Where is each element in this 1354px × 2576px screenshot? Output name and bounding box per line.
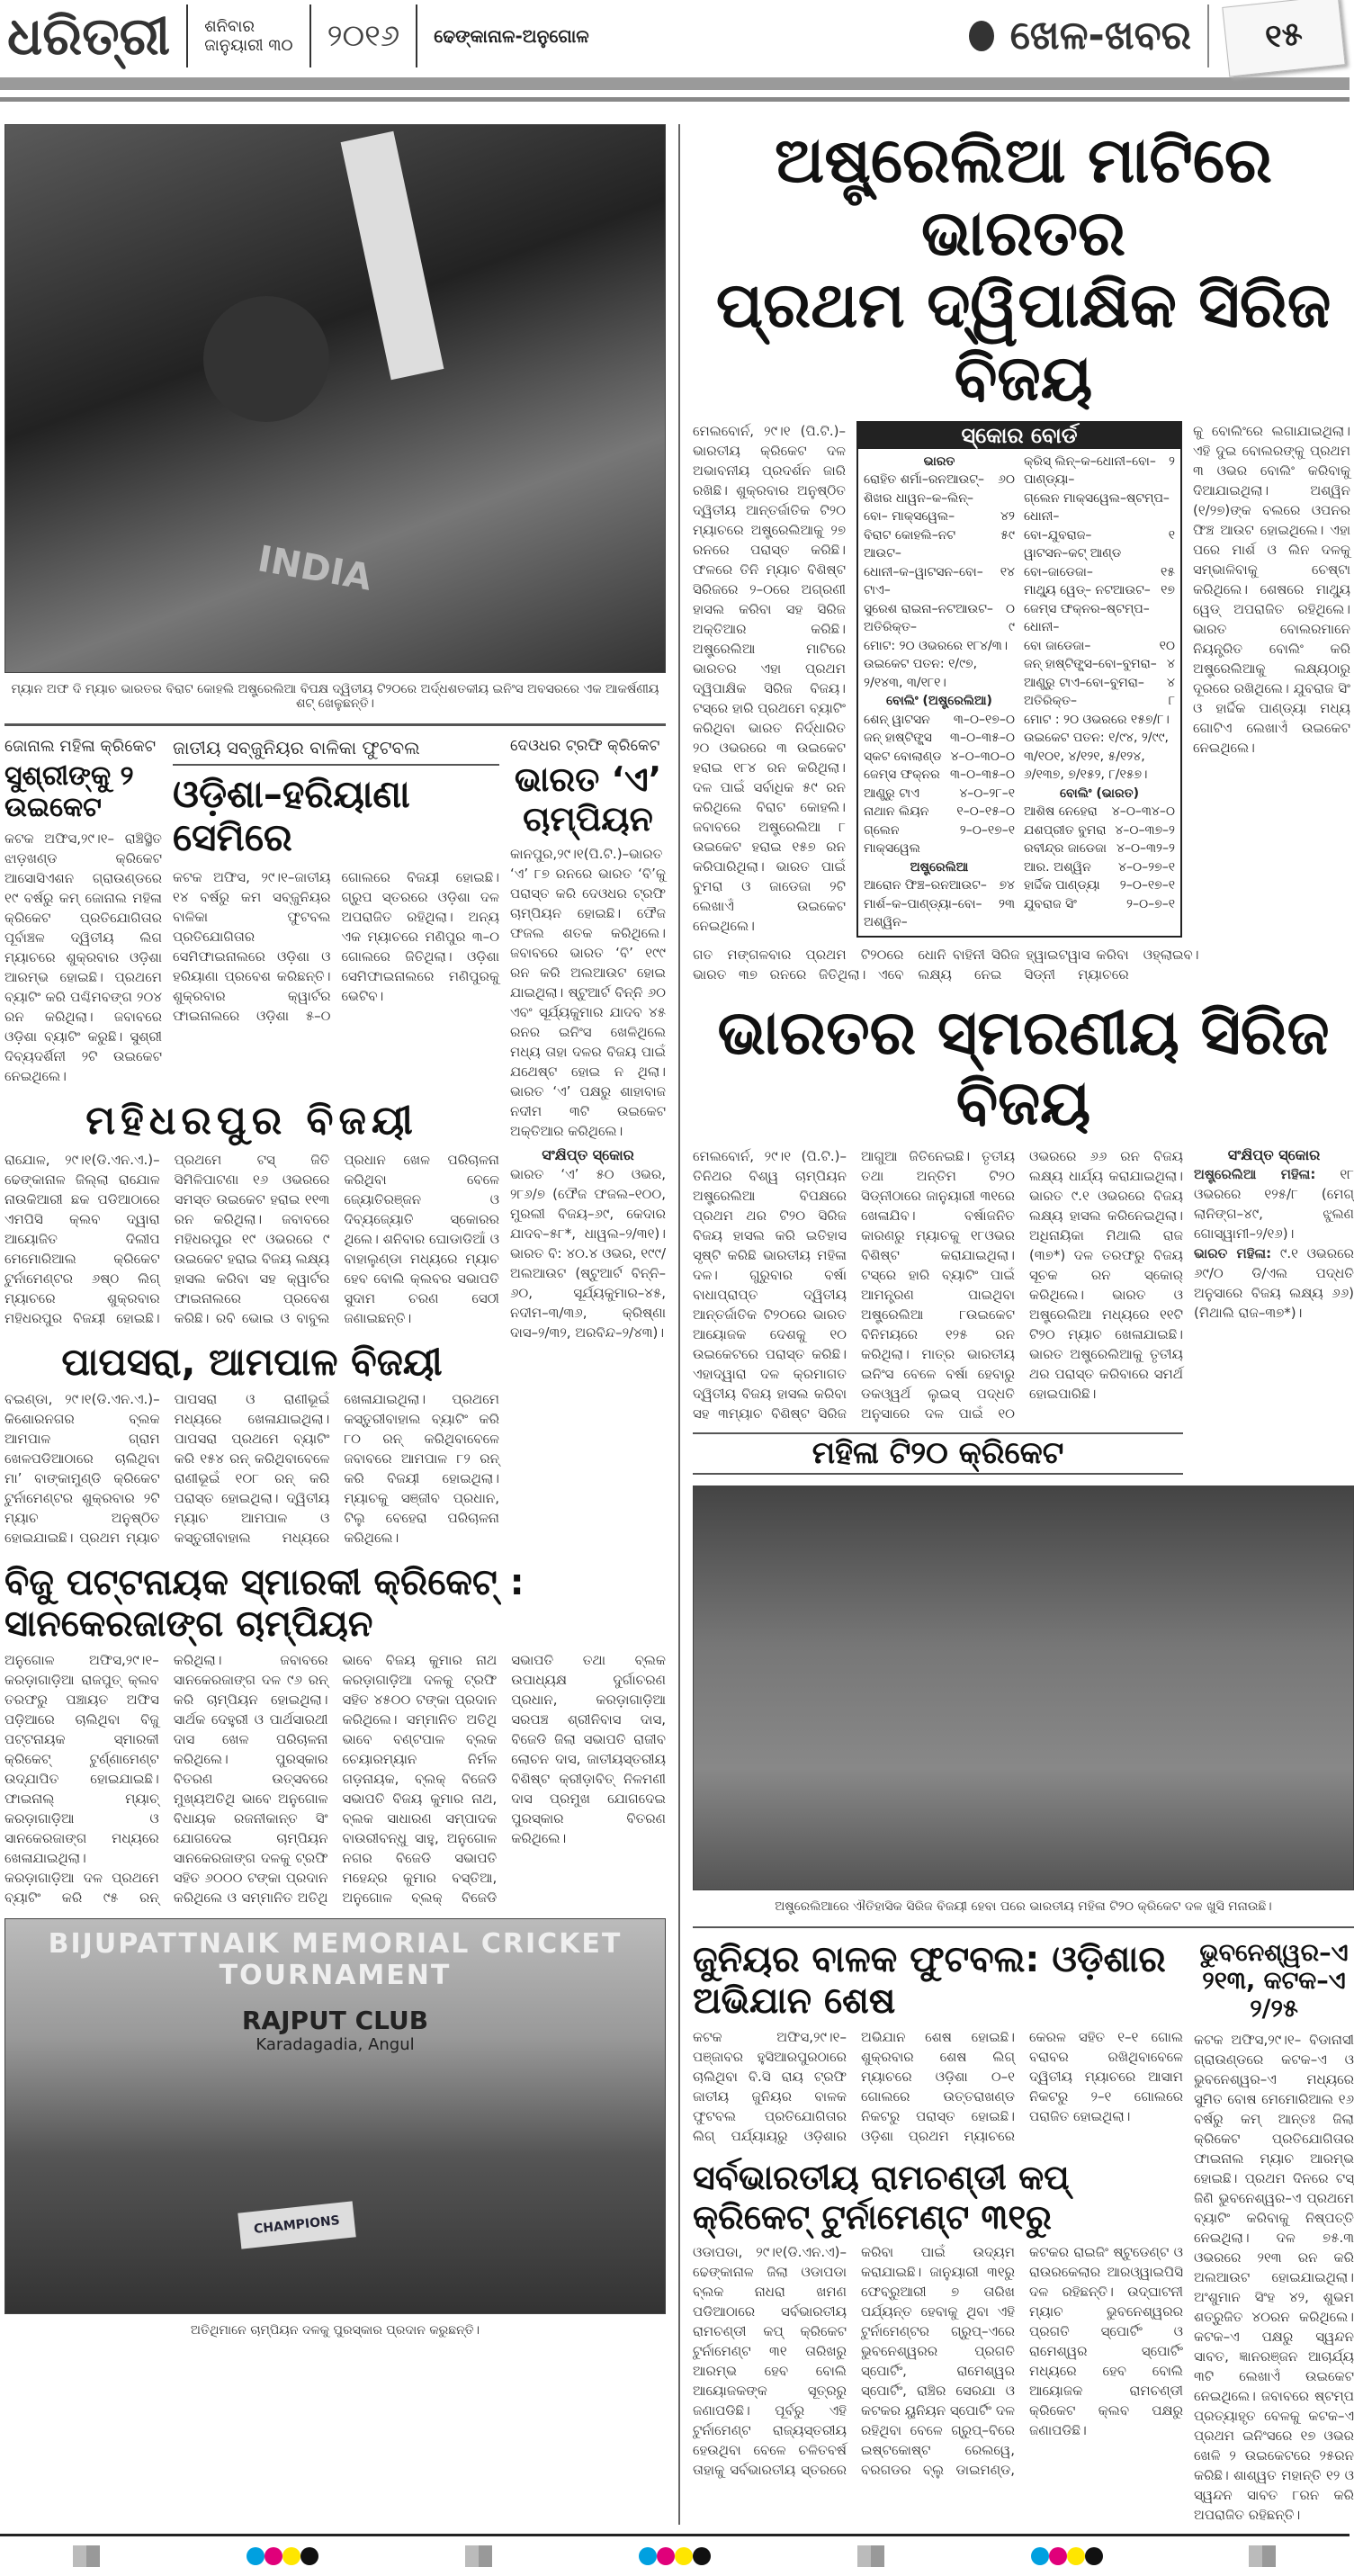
scoreboard-row: [1024, 453, 1175, 489]
scoreboard-row: [864, 489, 1015, 508]
issue-dateline: [204, 17, 292, 55]
scoreboard-row: [864, 729, 1015, 748]
player-entry: ବୋ–ଯୁବରାଜ–: [1024, 527, 1092, 543]
player-entry: ସୁରେଶ ରାଇନା–ନଟଆଉଟ–: [864, 601, 993, 616]
player-figure: ୧–୦–୧୫–୦: [956, 804, 1015, 819]
women-score-ind: ୯.୧ ଓଭରରେ ୬୯/୦ ଡି/ଏଲ ପଦ୍ଧତି ଅନୁସାରେ ବିଜୟ ଲକ୍ଷ୍ୟ ୬୬) (ମିଥାଲି ରାଜ–୩୭*)।: [1194, 1244, 1354, 1321]
lead-headline-line1: ଅଷ୍ଟ୍ରେଲିଆ ମାଟିରେ ଭାରତର: [774, 123, 1272, 270]
player-entry: ବୋ– ମାକ୍ସୱେଲ–: [864, 509, 955, 524]
zonal-headline: ସୁଶ୍ରୀଙ୍କୁ ୨ ଉଇକେଟ: [4, 760, 134, 823]
mahidharpur-body: ରାଯୋଳ, ୨୯।୧(ଡି.ଏନ.ଏ.)– ଢେଙ୍କାନାଳ ଜିଲ୍ଲା ରାଯୋଳ ନାଉକିଆରୀ ଛକ ପଡିଆଠାରେ ଏମପିସି କ୍ଲବ ଦ୍ୱାରା ଆୟୋଜିତ ଦିଲୀପ ମେମୋରିଆଲ କ୍ରିକେଟ ଟୁର୍ନାମେଣ୍ଟର ୬ଷ୍ଠ ଲିଗ୍ ମ୍ୟାଚରେ ଶୁକ୍ରବାର ମହିଧରପୁର ବିଜୟୀ ହୋଇଛି। ପ୍ରଥମେ ଟସ୍ ଜିତି ସିମିଳିପାଟଣା ୧୬ ଓଭରରେ ସମସ୍ତ ଉଇକେଟ ହରାଇ ୧୧୩ ରନ କରିଥିଲା। ଜବାବରେ ମହିଧରପୁର ୧୯ ଓଭରରେ ୯ ଉଇକେଟ ହରାଇ ବିଜୟ ଲକ୍ଷ୍ୟ ହାସଲ କରିବା ସହ କ୍ୱାର୍ଟର ଫାଇନାଲରେ ପ୍ରବେଶ କରିଛି। ରବି ଭୋଇ ଓ ବାବୁଲ ପ୍ରଧାନ ଖେଳ ପରିଚାଳନା କରିଥିବା ବେଳେ ଜ୍ୟୋତିରଞ୍ଜନ ଓ ଦିବ୍ୟଜ୍ୟୋତି ସ୍କୋରର ଥିଲେ। ଶନିବାର ଘୋଡାଡିଆଁ ଓ ବାହାଲୁଣ୍ଡା ମଧ୍ୟରେ ମ୍ୟାଚ ହେବ ବୋଲି କ୍ଲବର ସଭାପତି ସୁଦାମ ଚରଣ ସେଠୀ ଜଣାଇଛନ୍ତି।: [4, 1151, 499, 1326]
player-figure: ୪–୦–୩୭–୨: [1115, 822, 1175, 838]
player-figure: ୫୯: [1000, 527, 1015, 543]
black-registration-dot: [1085, 2547, 1103, 2565]
scoreboard-row: [1024, 858, 1175, 877]
scoreboard-row: [864, 766, 1015, 785]
scoreboard-row: [864, 785, 1015, 803]
player-figure: ୨: [1169, 453, 1175, 469]
player-figure: ୪–୦–୨୮–୧: [959, 785, 1015, 801]
bbsr-headline: ଭୁବନେଶ୍ୱର–ଏ ୨୧୩, କଟକ–ଏ ୨/୨୫: [1199, 1938, 1349, 2024]
divider: [416, 4, 417, 67]
player-entry: ନାଥାନ ଲିୟନ: [864, 804, 929, 819]
helmet: [203, 296, 329, 422]
page-number-tab: [1222, 0, 1345, 77]
registration-gray-mark: [1249, 2545, 1276, 2567]
jersey-text: INDIA: [254, 538, 375, 599]
newspaper-logo: ଧରିତ୍ରୀ: [7, 4, 171, 67]
player-entry: ବୋ ଜାଡେଜା–: [1024, 638, 1091, 653]
issue-day: ଶନିବାର: [204, 17, 256, 36]
women-score-aus: ୧୮ ଓଭରରେ ୧୨୫/୮ (ମେଗ୍ ଲାନିଙ୍ଗ–୪୯, ଝୁଲଣ ଗୋସ୍ୱାମୀ–୨/୧୬)।: [1194, 1165, 1354, 1242]
cyan-registration-dot: [639, 2547, 657, 2565]
briefs-section: [4, 737, 666, 1548]
player-entry: ଯଶପ୍ରୀତ ବୁମରା: [1024, 822, 1107, 838]
player-figure: ୩–୦–୩୫–୦: [949, 767, 1015, 782]
aus-total: ମୋଟ : ୨୦ ଓଭରରେ ୧୫୭/୮।: [1024, 712, 1170, 727]
player-figure: ୪–୦–୩୦–୦: [950, 749, 1015, 764]
player-entry: ଅତିରିକ୍ତ–: [1024, 694, 1077, 708]
football-story: [173, 737, 499, 1086]
player-entry: ଅତିରିକ୍ତ–: [864, 620, 917, 634]
player-entry: ଜନ୍ ହାଷ୍ଟିଙ୍ଗ୍ସ–ବୋ–ବୁମରା–: [1024, 657, 1157, 671]
player-figure: ୦: [1005, 601, 1015, 616]
papasara-story: [4, 1341, 499, 1548]
kohli-batting-photo: [4, 124, 666, 673]
scoreboard-row: [1024, 655, 1175, 674]
scoreboard-left: [864, 453, 1015, 932]
player-figure: ୪: [1167, 675, 1175, 690]
india-innings-title: ଭାରତ: [923, 453, 955, 469]
section-title: ଖେଳ-ଖବର: [1009, 12, 1191, 58]
player-entry: ଶିଖର ଧାୱନ–କ–ଲିନ୍–: [864, 490, 974, 506]
scoreboard-row: [1024, 544, 1175, 563]
player-figure: ୨–୦–୭–୧: [1126, 896, 1175, 911]
cyan-registration-dot: [1031, 2547, 1049, 2565]
player-figure: ୪–୦–୨୭–୧: [1118, 859, 1175, 875]
scoreboard-row: [864, 600, 1015, 619]
india-total: ମୋଟ: ୨୦ ଓଭରରେ ୧୮୪/୩।: [864, 638, 1009, 653]
page-number: ୧୫: [1263, 14, 1305, 57]
scoreboard-right: [1024, 453, 1175, 932]
junior-body: କଟକ ଅଫିସ,୨୯।୧–ପଞ୍ଜାବର ହୁସିଆରପୁରଠାରେ ଚାଲିଥିବା ବି.ସି ରାୟ ଟ୍ରଫି ଜାତୀୟ ଜୁନିୟର ବାଳକ ଫୁଟବଲ ପ୍ରତିଯୋଗିତାର ଲିଗ୍ ପର୍ଯ୍ୟାୟରୁ ଓଡ଼ିଶାର ଅଭିଯାନ ଶେଷ ହୋଇଛି। ଶୁକ୍ରବାର ଶେଷ ଲିଗ୍ ମ୍ୟାଚରେ ଓଡ଼ିଶା ୦–୧ ଗୋଲରେ ଉତ୍ତରାଖଣ୍ଡ ନିକଟରୁ ପରାସ୍ତ ହୋଇଛି। ଓଡ଼ିଶା ପ୍ରଥମ ମ୍ୟାଚରେ କେରଳ ସହିତ ୧–୧ ଗୋଲ ବରାବର ରଖିଥିବାବେଳେ ଦ୍ୱିତୀୟ ମ୍ୟାଚରେ ଆସାମ ନିକଟରୁ ୨–୧ ଗୋଲରେ ପରାଜିତ ହୋଇଥିଲା।: [693, 2028, 1183, 2144]
black-registration-dot: [300, 2547, 318, 2565]
divider: [309, 4, 311, 67]
player-figure: ୯: [1009, 620, 1015, 634]
scoreboard-row: [1024, 803, 1175, 821]
football-kicker: ଜାତୀୟ ସବ୍‌ଜୁନିୟର ବାଳିକା ଫୁଟବଲ: [173, 737, 499, 766]
photo-caption: ମ୍ୟାନ ଅଫ ଦି ମ୍ୟାଚ ଭାରତର ବିରାଟ କୋହଲି ଅଷ୍ଟ୍ରେଲିଆ ବିପକ୍ଷ ଦ୍ୱିତୀୟ ଟି୨୦ରେ ଅର୍ଦ୍ଧଶତକୀୟ ଇନିଂସ ଅବସରରେ ଏକ ଆକର୍ଷଣୀୟ ଶଟ୍ ଖେଳୁଛନ୍ତି।: [11, 682, 659, 711]
deodhar-body: କାନପୁର,୨୯।୧(ପି.ଟି.)–ଭାରତ ‘ଏ’ ୮୭ ରନରେ ଭାରତ ‘ବି’କୁ ପରାସ୍ତ କରି ଦେଓଧର ଟ୍ରଫି ଚାମ୍ପିୟନ ହୋଇଛି। ଫୈଜ ଫଜଲ ଶତକ କରିଥିଲେ। ଜବାବରେ ଭାରତ ‘ବି’ ୧୯୯ ରନ କରି ଅଲଆଉଟ ହୋଇ ଯାଇଥିଲା। ଷ୍ଟୁଆର୍ଟ ବିନ୍ନି ୬୦ ଏବଂ ସୂର୍ଯ୍ୟକୁମାର ଯାଦବ ୪୫ ରନର ଇନିଂସ ଖେଳିଥିଲେ ମଧ୍ୟ ତାହା ଦଳର ବିଜୟ ପାଇଁ ଯଥେଷ୍ଟ ହୋଇ ନ ଥିଲା। ଭାରତ ‘ଏ’ ପକ୍ଷରୁ ଶାହାବାଜ ନଦୀମ ୩ଟି ଉଇକେଟ ଅକ୍ତିଆର କରିଥିଲେ।: [510, 846, 666, 1140]
women-score-title: ସଂକ୍ଷିପ୍ତ ସ୍କୋର: [1227, 1145, 1321, 1163]
mahidharpur-headline: ମହିଧରପୁର ବିଜୟୀ: [85, 1098, 418, 1144]
player-figure: ୧୭: [1161, 583, 1175, 597]
issue-date: ଜାନୁୟାରୀ ୩୦: [204, 36, 293, 55]
registration-gray-mark: [857, 2545, 884, 2567]
scoreboard-row: [1024, 581, 1175, 600]
lead-body-bottom: ଗତ ମଙ୍ଗଳବାର ପ୍ରଥମ ଟି୨୦ରେ ଭାରତ ୩୭ ରନରେ ଜିତିଥିଲା। ଏବେ ଧୋନି ବାହିନୀ ସିରିଜ ହ୍ୱାଇଟୱାସ କରିବା ଲକ୍ଷ୍ୟ ନେଇ ସିଡ୍‌ନୀ ମ୍ୟାଚରେ ଓହ୍ଲାଇବ।: [693, 946, 1199, 983]
player-entry: ଆରୋନ ଫିଞ୍ଚ–ରନଆଉଟ–: [864, 878, 987, 893]
scoreboard-row: [864, 876, 1015, 895]
player-entry: ଜେମ୍ସ ଫକ୍‌ନର: [864, 767, 940, 782]
player-entry: ଶେନ୍ ୱାଟସନ: [864, 712, 930, 727]
deodhar-headline: ଭାରତ ‘ଏ’ ଚାମ୍ପିୟନ: [514, 759, 662, 839]
women-story: [693, 1146, 1354, 1475]
registration-gray-mark: [465, 2545, 492, 2567]
scoreboard-row: [864, 563, 1015, 600]
edition-name: ଢେଙ୍କାନାଳ-ଅନୁଗୋଳ: [434, 25, 589, 47]
player-entry: ସ୍କଟ ବୋଲାଣ୍ଡ: [864, 749, 942, 764]
aus-bowling-title: ବୋଲିଂ (ଅଷ୍ଟ୍ରେଲିଆ): [886, 694, 992, 708]
player-entry: ହାର୍ଦ୍ଦିକ ପାଣ୍ଡ୍ୟା: [1024, 878, 1100, 893]
scoreboard-row: [1024, 876, 1175, 895]
issue-year: ୨୦୧୬: [327, 18, 400, 54]
play-bullet-icon: [969, 21, 994, 51]
scoreboard-row: [864, 821, 1015, 858]
player-figure: ୧୦: [1159, 638, 1175, 653]
player-figure: ୬୦: [998, 472, 1015, 487]
zonal-body: କଟକ ଅଫିସ,୨୯।୧– ରାଞ୍ଚିସ୍ଥିତ ଝାଡ଼ଖଣ୍ଡ କ୍ରିକେଟ ଆସୋସିଏଶନ ଗ୍ରାଉଣ୍ଡରେ ୧୯ ବର୍ଷରୁ କମ୍ ଜୋନାଲ ମହିଳା କ୍ରିକେଟ ପ୍ରତିଯୋଗିତାର ପୂର୍ବାଞ୍ଚଳ ଦ୍ୱିତୀୟ ଲିଗ ମ୍ୟାଚରେ ଶୁକ୍ରବାର ଓଡ଼ିଶା ଆରମ୍ଭ ହୋଇଛି। ପ୍ରଥମେ ବ୍ୟାଟିଂ କରି ପଶ୍ଚିମବଙ୍ଗ ୨୦୪ ରନ କରିଥିଲା। ଜବାବରେ ଓଡ଼ିଶା ବ୍ୟାଟିଂ କରୁଛି। ସୁଶ୍ରୀ ଦିବ୍ୟଦର୍ଶିନୀ ୨ଟି ଉଇକେଟ ନେଇଥିଲେ।: [4, 830, 162, 1084]
scoreboard-row: [864, 526, 1015, 563]
football-body: କଟକ ଅଫିସ, ୨୯।୧–ଜାତୀୟ ୧୪ ବର୍ଷରୁ କମ ସବ୍‌ଜୁନିୟର ବାଳିକା ଫୁଟବଲ ପ୍ରତିଯୋଗିତାର ସେମିଫାଇନାଲରେ ଓଡ଼ିଶା ଓ ହରିୟାଣା ପ୍ରବେଶ କରିଛନ୍ତି। ଶୁକ୍ରବାର କ୍ୱାର୍ଟର ଫାଇନାଲରେ ଓଡ଼ିଶା ୫–୦ ଗୋଲରେ ବିଜୟୀ ହୋଇଛି। ଗ୍ରୁପ ସ୍ତରରେ ଓଡ଼ିଶା ଦଳ ଅପରାଜିତ ରହିଥିଲା। ଅନ୍ୟ ଏକ ମ୍ୟାଚରେ ମଣିପୁର ୩–୦ ଗୋଲରେ ଜିତିଥିଲା। ଓଡ଼ିଶା ସେମିଫାଇନାଲରେ ମଣିପୁରକୁ ଭେଟିବ।: [173, 868, 499, 1024]
cyan-registration-dot: [247, 2547, 265, 2565]
player-entry: ଯୁବରାଜ ସିଂ: [1024, 896, 1077, 911]
women-body: ମେଲବୋର୍ନ, ୨୯।୧ (ପି.ଟି.)–ତିନିଥର ବିଶ୍ୱ ଚାମ୍ପିୟନ ଅଷ୍ଟ୍ରେଲିଆ ବିପକ୍ଷରେ ପ୍ରଥମ ଥର ଟି୨୦ ସିରିଜ ବିଜୟ ହାସଲ କରି ଇତିହାସ ସୃଷ୍ଟି କରିଛି ଭାରତୀୟ ମହିଳା ଦଳ। ଗୁରୁବାର ବର୍ଷା ବାଧାପ୍ରାପ୍ତ ଦ୍ୱିତୀୟ ଆନ୍ତର୍ଜାତିକ ଟି୨୦ରେ ଭାରତ ଆୟୋଜକ ଦେଶକୁ ୧୦ ଉଇକେଟରେ ପରାସ୍ତ କରିଛି। ଏହାଦ୍ୱାରା ଦଳ କ୍ରମାଗତ ଦ୍ୱିତୀୟ ବିଜୟ ହାସଲ କରିବା ସହ ୩ମ୍ୟାଚ ବିଶିଷ୍ଟ ସିରିଜ ଆଗୁଆ ଜିତିନେଇଛି। ତୃତୀୟ ତଥା ଅନ୍ତିମ ଟି୨୦ ସିଡ୍‌ନୀଠାରେ ଜାନୁୟାରୀ ୩୧ରେ ଖେଳାଯିବ। ବର୍ଷାଜନିତ କାରଣରୁ ମ୍ୟାଚକୁ ୧୮ଓଭର ବିଶିଷ୍ଟ କରାଯାଇଥିଲା। ଟସ୍‌ରେ ହାରି ବ୍ୟାଟିଂ ପାଇଁ ଆମନ୍ତ୍ରଣ ପାଇଥିବା ଅଷ୍ଟ୍ରେଲିଆ ୮ଉଇକେଟ ବିନିମୟରେ ୧୨୫ ରନ କରିଥିଲା। ମାତ୍ର ଭାରତୀୟ ଇନିଂସ ବେଳେ ବର୍ଷା ହେବାରୁ ଡକଓ୍ୱର୍ଥ ଲୁଇସ୍ ପଦ୍ଧତି ଅନୁସାରେ ଦଳ ପାଇଁ ୧୦ ଓଭରରେ ୬୬ ରନ ବିଜୟ ଲକ୍ଷ୍ୟ ଧାର୍ଯ୍ୟ କରାଯାଇଥିଲା। ଭାରତ ୯.୧ ଓଭରରେ ବିଜୟ ଲକ୍ଷ୍ୟ ହାସଲ କରିନେଇଥିଲା। ଅଧିନାୟିକା ମିଥାଲି ରାଜ (୩୭*) ଦଳ ତରଫରୁ ବିଜୟ ସୂଚକ ରନ ସ୍କୋର୍ କରିଥିଲେ। ଭାରତ ଓ ଅଷ୍ଟ୍ରେଲିଆ ମଧ୍ୟରେ ୧୧ଟି ଟି୨୦ ମ୍ୟାଚ ଖେଳାଯାଇଛି। ଭାରତ ଅଷ୍ଟ୍ରେଲିଆକୁ ତୃତୀୟ ଥର ପରାସ୍ତ କରିବାରେ ସମର୍ଥ ହୋଇପାରିଛି।: [693, 1147, 1183, 1422]
player-figure: ୧୫: [1160, 564, 1175, 579]
aus-fall-of-wickets: ଉଇକେଟ ପତନ: ୧/୯୪, ୨/୯୯, ୩/୧୦୧, ୪/୧୨୧, ୫/୧୨୪, ୬/୧୩୭, ୭/୧୫୨, ୮/୧୫୭।: [1024, 731, 1169, 782]
player-figure: ୨–୦–୧୭–୧: [959, 822, 1015, 838]
scoreboard: [856, 421, 1182, 938]
zonal-kicker: ଜୋନାଲ ମହିଳା କ୍ରିକେଟ: [4, 737, 157, 756]
player-entry: ରବୀନ୍ଦ୍ର ଜାଡେଜା: [1024, 841, 1107, 856]
scoreboard-row: [864, 803, 1015, 821]
header-band: [0, 77, 1350, 90]
lead-headline-line2: ପ୍ରଥମ ଦ୍ୱିପାକ୍ଷିକ ସିରିଜ ବିଜୟ: [715, 268, 1332, 415]
player-entry: ଆଣ୍ଡ୍ରୁ ଟାଏ–ବୋ–ବୁମରା–: [1024, 675, 1144, 690]
yellow-registration-dot: [1067, 2547, 1085, 2565]
champions-team-photo: [4, 1918, 666, 2314]
player-entry: ବୋ–ଜାଡେଜା–: [1024, 564, 1093, 579]
deodhar-kicker: ଦେଓଧର ଟ୍ରଫି କ୍ରିକେଟ: [510, 737, 660, 755]
women-score-aus-label: ଅଷ୍ଟ୍ରେଲିଆ ମହିଳା:: [1194, 1165, 1316, 1182]
zonal-story: [4, 737, 162, 1086]
player-figure: ୨୩: [999, 896, 1015, 911]
player-figure: ୪–୦–୩୪–୦: [1111, 804, 1175, 819]
india-bowling-title: ବୋଲିଂ (ଭାରତ): [1059, 785, 1139, 801]
deodhar-story: [510, 737, 666, 1548]
divider: [1207, 4, 1209, 67]
divider: [186, 4, 188, 67]
photo-caption: ଅଷ୍ଟ୍ରେଲିଆରେ ଐତିହାସିକ ସିରିଜ ବିଜୟୀ ହେବା ପରେ ଭାରତୀୟ ମହିଳା ଟି୨୦ କ୍ରିକେଟ ଦଳ ଖୁସି ମନାଉଛି।: [775, 1898, 1272, 1914]
player-entry: କ୍ରିସ୍ ଲିନ୍–କ–ଧୋନୀ–ବୋ–ପାଣ୍ଡ୍ୟା–: [1024, 453, 1156, 487]
biju-story: [4, 1562, 666, 1907]
player-entry: ଜେମ୍ସ ଫକ୍‌ନର–ଷ୍ଟମ୍ପ–ଧୋନୀ–: [1024, 601, 1150, 634]
scoreboard-row: [864, 618, 1015, 637]
scoreboard-row: [864, 507, 1015, 526]
player-entry: ବିରାଟ କୋହଲି–ନଟ ଆଉଟ–: [864, 527, 956, 561]
player-entry: ଧୋନୀ–କ–ୱାଟସନ–ବୋ–ଟାଏ–: [864, 564, 983, 597]
masthead: [0, 0, 1350, 102]
player-figure: ୨–୦–୧୭–୧: [1119, 878, 1175, 893]
scoreboard-row: [864, 711, 1015, 730]
lead-headline: [693, 124, 1354, 414]
player-figure: ୪୨: [1000, 509, 1015, 524]
scoreboard-row: [1024, 839, 1175, 858]
player-figure: ୭୪: [999, 878, 1015, 893]
divider: [4, 723, 666, 726]
player-entry: ଗ୍ଲେନ ମାକ୍ସୱେଲ: [864, 822, 920, 856]
biju-headline: ବିଜୁ ପଟ୍ଟନାୟକ ସ୍ମାରକୀ କ୍ରିକେଟ୍ : ସାନକେରଜାଙ୍ଗ ଚାମ୍ପିୟନ: [4, 1561, 525, 1645]
lead-body-left: ମେଲବୋର୍ନ, ୨୯।୧ (ପି.ଟି.)– ଭାରତୀୟ କ୍ରିକେଟ ଦଳ ଅଭାବନୀୟ ପ୍ରଦର୍ଶନ ଜାରି ରଖିଛି। ଶୁକ୍ରବାର ଅନୁଷ୍ଠିତ ଦ୍ୱିତୀୟ ଆନ୍ତର୍ଜାତିକ ଟି୨୦ ମ୍ୟାଚରେ ଅଷ୍ଟ୍ରେଲିଆକୁ ୨୭ ରନରେ ପରାସ୍ତ କରିଛି। ଫଳରେ ତିନି ମ୍ୟାଚ ବିଶିଷ୍ଟ ସିରିଜରେ ୨–୦ରେ ଅଗ୍ରଣୀ ହାସଲ କରିବା ସହ ସିରିଜ ଅକ୍ତିଆର କରିଛି। ଅଷ୍ଟ୍ରେଲିଆ ମାଟିରେ ଭାରତର ଏହା ପ୍ରଥମ ଦ୍ୱିପାକ୍ଷିକ ସିରିଜ ବିଜୟ। ଟସ୍‌ରେ ହାରି ପ୍ରଥମେ ବ୍ୟାଟିଂ କରିଥିବା ଭାରତ ନିର୍ଦ୍ଧାରିତ ୨୦ ଓଭରରେ ୩ ଉଇକେଟ ହରାଇ ୧୮୪ ରନ କରିଥିଲା। ଦଳ ପାଇଁ ସର୍ବାଧିକ ୫୯ ରନ କରିଥିଲେ ବିରାଟ କୋହଲି। ଜବାବରେ ଅଷ୍ଟ୍ରେଲିଆ ୮ ଉଇକେଟ ହରାଇ ୧୫୭ ରନ କରିପାରିଥିଲା। ଭାରତ ପାଇଁ ବୁମରା ଓ ଜାଡେଜା ୨ଟି ଲେଖାଏଁ ଉଇକେଟ ନେଇଥିଲେ।: [693, 423, 846, 934]
scoreboard-row: [1024, 895, 1175, 914]
women-score-box: [1194, 1146, 1354, 1475]
magenta-registration-dot: [1049, 2547, 1067, 2565]
biju-body: ଅନୁଗୋଳ ଅଫିସ,୨୯।୧– କରଡ଼ାଗାଡ଼ିଆ ରାଜପୁତ୍ କ୍ଲବ ତରଫରୁ ପଞ୍ଚାୟତ ଅଫିସ ପଡ଼ିଆରେ ଚାଲିଥିବା ବିଜୁ ପଟ୍ଟନାୟକ ସ୍ମାରକୀ କ୍ରିକେଟ୍ ଟୁର୍ଣ୍ଣାମେଣ୍ଟ ଉଦ୍‌ଯାପିତ ହୋଇଯାଇଛି। ଫାଇନାଲ୍ ମ୍ୟାଚ୍ କରଡ଼ାଗାଡ଼ିଆ ଓ ସାନକେରଜାଙ୍ଗ ମଧ୍ୟରେ ଖେଳାଯାଇଥିଲା। କରଡ଼ାଗାଡ଼ିଆ ଦଳ ପ୍ରଥମେ ବ୍ୟାଟିଂ କରି ୯୫ ରନ୍ କରିଥିଲା। ଜବାବରେ ସାନକେରଜାଙ୍ଗ ଦଳ ୯୬ ରନ୍ କରି ଚାମ୍ପିୟନ ହୋଇଥିଲା। ସାର୍ଥକ ଦେହୁରୀ ଓ ପାର୍ଥସାରଥୀ ଦାସ ଖେଳ ପରିଚାଳନା କରିଥିଲେ। ପୁରସ୍କାର ବିତରଣ ଉତ୍ସବରେ ମୁଖ୍ୟଅତିଥି ଭାବେ ଅନୁଗୋଳ ବିଧାୟକ ରଜନୀକାନ୍ତ ସିଂ ଯୋଗଦେଇ ଚାମ୍ପିୟନ ସାନକେରଜାଙ୍ଗ ଦଳକୁ ଟ୍ରଫି ସହିତ ୬୦୦୦ ଟଙ୍କା ପ୍ରଦାନ କରିଥିଲେ ଓ ସମ୍ମାନିତ ଅତିଥି ଭାବେ ବିଜୟ କୁମାର ନାଥ କରଡ଼ାଗାଡ଼ିଆ ଦଳକୁ ଟ୍ରଫି ସହିତ ୪୫୦୦ ଟଙ୍କା ପ୍ରଦାନ କରିଥିଲେ। ସମ୍ମାନିତ ଅତିଥି ଭାବେ ବଣ୍ଟପାଳ ବ୍ଲକ ଚେୟାରମ୍ୟାନ ନିର୍ମଳ ଗଡ଼ନାୟକ, ବ୍ଲକ୍ ବିଜେଡି ସଭାପତି ବିଜୟ କୁମାର ନାଥ, ବ୍ଲକ ସାଧାରଣ ସମ୍ପାଦକ ବାଉରୀବନ୍ଧୁ ସାହୁ, ଅନୁଗୋଳ ନଗର ବିଜେଡି ସଭାପତି ମହେନ୍ଦ୍ର କୁମାର ବସ୍ତିଆ, ଅନୁଗୋଳ ବ୍ଲକ୍ ବିଜେଡି ସଭାପତି ତଥା ବ୍ଲକ ଉପାଧ୍ୟକ୍ଷ ଦୁର୍ଗାଚରଣ ପ୍ରଧାନ, କରଡ଼ାଗାଡ଼ିଆ ସରପଞ୍ଚ ଶ୍ରୀନିବାସ ଦାସ, ବିଜେଡି ଜିଲା ସଭାପତି ରାଜୀବ ଲୋଚନ ଦାସ, ଜାତୀୟସ୍ତରୀୟ ବିଶିଷ୍ଟ କ୍ରୀଡ଼ାବିତ୍ ନିଳମଣୀ ଦାସ ପ୍ରମୁଖ ଯୋଗଦେଇ ପୁରସ୍କାର ବିତରଣ କରିଥିଲେ।: [4, 1651, 666, 1906]
scoreboard-row: [1024, 600, 1175, 637]
divider: [693, 1926, 1354, 1928]
bbsr-body: କଟକ ଅଫିସ,୨୯।୧– ବିଡାନାସୀ ଗ୍ରାଉଣ୍ଡରେ କଟକ–ଏ ଓ ଭୁବନେଶ୍ୱର–ଏ ମଧ୍ୟରେ ସୁମିତ ବୋଷ ମେମୋରିଆଲ ୧୬ ବର୍ଷରୁ କମ୍ ଆନ୍ତଃ ଜିଲା କ୍ରିକେଟ ପ୍ରତିଯୋଗିତାର ଫାଇନାଲ ମ୍ୟାଚ ଆରମ୍ଭ ହୋଇଛି। ପ୍ରଥମ ଦିନରେ ଟସ୍ ଜିଣି ଭୁବନେଶ୍ୱର–ଏ ପ୍ରଥମେ ବ୍ୟାଟିଂ କରିବାକୁ ନିଷ୍ପତ୍ତି ନେଇଥିଲା। ଦଳ ୭୫.୩ ଓଭରରେ ୨୧୩ ରନ କରି ଅଲଆଉଟ ହୋଇଯାଇଥିଲା। ଅଂଶୁମାନ ସିଂହ ୪୨, ଶୁଭମ ଶତ୍ରୁଜିତ ୪୦ରନ କରିଥିଲେ। କଟକ–ଏ ପକ୍ଷରୁ ସ୍ୱନ୍ଦନ ସାବତ, ଜ୍ଞାନରଞ୍ଜନ ଆଚାର୍ଯ୍ୟ ୩ଟି ଲେଖାଏଁ ଉଇକେଟ ନେଇଥିଲେ। ଜବାବରେ ଷ୍ଟମ୍ପ ପ୍ରତ୍ୟାହୃତ ବେଳକୁ କଟକ–ଏ ପ୍ରଥମ ଇନିଂସରେ ୧୭ ଓଭର ଖେଳି ୨ ଉଇକେଟରେ ୨୫ରନ କରିଛି। ଶାଶ୍ୱତ ମହାନ୍ତି ୧୨ ଓ ସ୍ୱନ୍ଦନ ସାବତ ୮ରନ କରି ଅପରାଜିତ ରହିଛନ୍ତି।: [1194, 2032, 1354, 2524]
player-entry: ମାର୍ଶ–କ–ପାଣ୍ଡ୍ୟା–ବୋ–ଅଶ୍ୱିନ–: [864, 896, 982, 929]
scoreboard-row: [1024, 489, 1175, 526]
player-entry: ଆର. ଅଶ୍ୱିନ: [1024, 859, 1091, 875]
scoreboard-row: [1024, 692, 1175, 711]
footer-rule: [0, 2534, 1350, 2576]
women-score-ind-label: ଭାରତ ମହିଳା:: [1194, 1244, 1272, 1261]
aus-innings-title: ଅଷ୍ଟ୍ରେଲିଆ: [910, 859, 969, 875]
player-entry: ରୋହିତ ଶର୍ମା–ରନଆଉଟ୍–: [864, 472, 984, 487]
player-figure: ୩–୦–୩୫–୦: [949, 731, 1015, 745]
player-figure: ୮: [1168, 694, 1175, 708]
player-entry: ଜନ୍ ହାଷ୍ଟିଙ୍ଗ୍ସ: [864, 731, 932, 745]
column-divider: [678, 124, 680, 2525]
scoreboard-row: [1024, 637, 1175, 656]
player-entry: ୱାଟସନ–କଟ୍ ଆଣ୍ଡ: [1024, 546, 1122, 561]
scoreboard-row: [1024, 563, 1175, 582]
women-team-celebration-photo: [693, 1485, 1354, 1890]
photo-club-text: RAJPUT CLUB: [241, 2005, 429, 2035]
player-entry: ଆଶିଷ ନେହେରା: [1024, 804, 1098, 819]
football-headline: ଓଡ଼ିଶା–ହରିୟାଣା ସେମିରେ: [173, 772, 410, 860]
women-subhead: ମହିଳା ଟି୨୦ କ୍ରିକେଟ: [693, 1432, 1183, 1475]
player-entry: ଗ୍ଲେନ ମାକ୍ସୱେଲ–ଷ୍ଟମ୍ପ– ଧୋନୀ–: [1024, 490, 1170, 524]
lower-right-section: [693, 1939, 1354, 2525]
junior-headline: ଜୁନିୟର ବାଳକ ଫୁଟବଲ: ଓଡ଼ିଶାର ଅଭିଯାନ ଶେଷ: [693, 1938, 1166, 2022]
yellow-registration-dot: [675, 2547, 693, 2565]
magenta-registration-dot: [265, 2547, 282, 2565]
player-figure: ୪–୦–୩୨–୨: [1116, 841, 1175, 856]
mahidharpur-story: [4, 1099, 499, 1328]
ramachandi-headline: ସର୍ବଭାରତୀୟ ରାମଚଣ୍ଡୀ କପ୍ କ୍ରିକେଟ୍ ଟୁର୍ନାମେଣ୍ଟ ୩୧ରୁ: [693, 2157, 1070, 2237]
lead-story-body: [693, 421, 1354, 938]
scoreboard-row: [1024, 821, 1175, 840]
photo-banner-text: BIJUPATTNAIK MEMORIAL CRICKET TOURNAMENT: [48, 1927, 623, 1991]
lead-body-right: କୁ ବୋଲିଂରେ ଲଗାଯାଇଥିଲା। ଏହି ଦୁଇ ବୋଲରଙ୍କୁ ପ୍ରଥମ ୩ ଓଭର ବୋଲିଂ କରିବାକୁ ଦିଆଯାଇଥିଲା। ଅଶ୍ୱିନ (୧/୨୭)ଙ୍କ ବଲରେ ଓପନର ଫିଞ୍ଚ ଆଉଟ ହୋଇଥିଲେ। ଏହା ପରେ ମାର୍ଶ ଓ ଲିନ ଦଳକୁ ସମ୍ଭାଳିବାକୁ ଚେଷ୍ଟା କରିଥିଲେ। ଶେଷରେ ମାଥ୍ୟୁ ୱେଡ୍ ଅପରାଜିତ ରହିଥିଲେ। ଭାରତ ବୋଲରମାନେ ନିୟନ୍ତ୍ରିତ ବୋଲିଂ କରି ଅଷ୍ଟ୍ରେଲିଆକୁ ଲକ୍ଷ୍ୟଠାରୁ ଦୂରରେ ରଖିଥିଲେ। ଯୁବରାଜ ସିଂ ଓ ହାର୍ଦ୍ଦିକ ପାଣ୍ଡ୍ୟା ମଧ୍ୟ ଗୋଟିଏ ଲେଖାଏଁ ଉଇକେଟ ନେଇଥିଲେ।: [1193, 423, 1350, 756]
champions-board: CHAMPIONS: [238, 2201, 355, 2248]
photo-caption: ଅତିଥିମାନେ ଚାମ୍ପିୟନ ଦଳକୁ ପୁରସ୍କାର ପ୍ରଦାନ କରୁଛନ୍ତି।: [190, 2322, 480, 2338]
player-figure: ୩–୦–୧୭–୦: [953, 712, 1015, 727]
deodhar-score-title: ସଂକ୍ଷିପ୍ତ ସ୍କୋର: [542, 1146, 634, 1164]
deodhar-score: ଭାରତ ‘ଏ’ ୫୦ ଓଭର, ୨୮୬/୭ (ଫୈଜ ଫଜଲ–୧୦୦, ମୁରଲୀ ବିଜୟ–୬୯, କେଦାର ଯାଦବ–୫୮*, ଧାୱଲ–୨/୩୧)। ଭାରତ ବି: ୪୦.୪ ଓଭର, ୧୯୯/ ଅଲଆଉଟ (ଷ୍ଟୁଆର୍ଟ ବିନ୍ନି–୬୦, ସୂର୍ଯ୍ୟକୁମାର–୪୫, ନଦୀମ–୩/୩୬, କ୍ରିଷ୍ଣା ଦାସ–୨/୩୨, ଅରବିନ୍ଦ–୨/୪୩)।: [510, 1166, 666, 1342]
player-entry: ମାଥ୍ୟୁ ୱେଡ୍– ନଟଆଉଟ–: [1024, 583, 1151, 597]
women-headline: ଭାରତର ସ୍ମରଣୀୟ ସିରିଜ ବିଜୟ: [717, 997, 1330, 1139]
scoreboard-row: [864, 748, 1015, 767]
bat: [341, 131, 444, 381]
player-figure: ୧୪: [1000, 564, 1015, 579]
photo-place-text: Karadagadia, Angul: [256, 2034, 415, 2054]
player-entry: ଆଣ୍ଡ୍ରୁ ଟାଏ: [864, 785, 919, 801]
yellow-registration-dot: [282, 2547, 300, 2565]
registration-gray-mark: [73, 2545, 100, 2567]
scoreboard-row: [1024, 526, 1175, 545]
scoreboard-row: [1024, 674, 1175, 693]
player-figure: ୧: [1168, 527, 1175, 543]
bbsr-story: [1194, 1939, 1354, 2525]
ramachandi-body: ଓଡାପଡା, ୨୯।୧(ଡି.ଏନ.ଏ)– ଢେଙ୍କାନାଳ ଜିଲା ଓଡାପଡା ବ୍ଲକ ନାଧରା ଖମଣ ପଡିଆଠାରେ ସର୍ବଭାରତୀୟ ରାମଚଣ୍ଡୀ କପ୍ କ୍ରିକେଟ ଟୁର୍ନାମେଣ୍ଟ ୩୧ ତାରିଖରୁ ଆରମ୍ଭ ହେବ ବୋଲି ଆୟୋଜକଙ୍କ ସୂତ୍ରରୁ ଜଣାପଡିଛି। ପୂର୍ବରୁ ଏହି ଟୁର୍ନାମେଣ୍ଟ ରାଜ୍ୟସ୍ତରୀୟ ହେଉଥିବା ବେଳେ ଚଳିତବର୍ଷ ତାହାକୁ ସର୍ବଭାରତୀୟ ସ୍ତରରେ କରିବା ପାଇଁ ଉଦ୍ୟମ କରାଯାଇଛି। ଜାନୁୟାରୀ ୩୧ରୁ ଫେବ୍ରୁଆରୀ ୭ ତାରିଖ ପର୍ଯ୍ୟନ୍ତ ହେବାକୁ ଥିବା ଏହି ଟୁର୍ନାମେଣ୍ଟର ଗ୍ରୁପ୍–ଏରେ ଭୁବନେଶ୍ୱରର ପ୍ରଗତି ସ୍ପୋର୍ଟିଂ, ରାମେଶ୍ୱର ସ୍ପୋର୍ଟିଂ, ରାଞ୍ଚିର ସେରଯା ଓ କଟକର ୟୁନିୟନ ସ୍ପୋର୍ଟିଂ ଦଳ ରହିଥିବା ବେଳେ ଗ୍ରୁପ୍–ବିରେ ଇଷ୍ଟକୋଷ୍ଟ ରେଲୱେ, ବରଗଡର ବ୍ଲୁ ଡାଇମଣ୍ଡ, କଟକର ରାଇଜିଂ ଷ୍ଟୁଡେଣ୍ଟ ଓ ରାଉରକେଲାର ଆରଓ୍ୱାଇପିସି ଦଳ ରହିଛନ୍ତି। ଉଦ୍‌ଘାଟନୀ ମ୍ୟାଚ ଭୁବନେଶ୍ୱରର ପ୍ରଗତି ସ୍ପୋର୍ଟିଂ ଓ ରାମେଶ୍ୱର ସ୍ପୋର୍ଟିଂ ମଧ୍ୟରେ ହେବ ବୋଲି ଆୟୋଜକ ରାମଚଣ୍ଡୀ କ୍ରିକେଟ କ୍ଲବ ପକ୍ଷରୁ ଜଣାପଡିଛି।: [693, 2244, 1183, 2479]
scoreboard-title: ସ୍କୋର ବୋର୍ଡ: [858, 423, 1180, 449]
scoreboard-row: [864, 895, 1015, 932]
papasara-body: ବଇଣ୍ଡା, ୨୯।୧(ଡି.ଏନ.ଏ.)– କିଶୋରନଗର ବ୍ଲକ ଆମପାଳ ଗ୍ରାମ ଖେଳପଡିଆଠାରେ ଚାଲିଥିବା ମା’ ବାଙ୍କାମୁଣ୍ଡି କ୍ରିକେଟ ଟୁର୍ନାମେଣ୍ଟର ଶୁକ୍ରବାର ୨ଟି ମ୍ୟାଚ ଅନୁଷ୍ଠିତ ହୋଇଯାଇଛି। ପ୍ରଥମ ମ୍ୟାଚ ପାପସରା ଓ ରାଣୀଭୂଇଁ ମଧ୍ୟରେ ଖେଳାଯାଇଥିଲା। ପାପସରା ପ୍ରଥମେ ବ୍ୟାଟିଂ କରି ୧୫୪ ରନ୍ କରିଥିବାବେଳେ ରାଣୀଭୂଇଁ ୧୦୮ ରନ୍ କରି ପରାସ୍ତ ହୋଇଥିଲା। ଦ୍ୱିତୀୟ ମ୍ୟାଚ ଆମପାଳ ଓ କସ୍ତୁରୀବାହାଲ ମଧ୍ୟରେ ଖେଳାଯାଇଥିଲା। ପ୍ରଥମେ କସ୍ତୁରୀବାହାଲ ବ୍ୟାଟିଂ କରି ୮୦ ରନ୍ କରିଥିବାବେଳେ ଜବାବରେ ଆମପାଳ ୮୨ ରନ୍ କରି ବିଜୟୀ ହୋଇଥିଲା। ମ୍ୟାଚକୁ ସଞ୍ଜୀବ ପ୍ରଧାନ, ଟିଲୁ ବେହେରା ପରିଚାଳନା କରିଥିଲେ।: [4, 1390, 499, 1546]
scoreboard-row: [864, 471, 1015, 489]
magenta-registration-dot: [657, 2547, 675, 2565]
player-figure: ୪: [1167, 657, 1175, 671]
papasara-headline: ପାପସରା, ଆମପାଳ ବିଜୟୀ: [61, 1339, 443, 1384]
black-registration-dot: [693, 2547, 711, 2565]
india-fall-of-wickets: ଉଇକେଟ ପତନ: ୧/୯୭, ୨/୧୪୩, ୩/୧୮୧।: [864, 657, 978, 690]
